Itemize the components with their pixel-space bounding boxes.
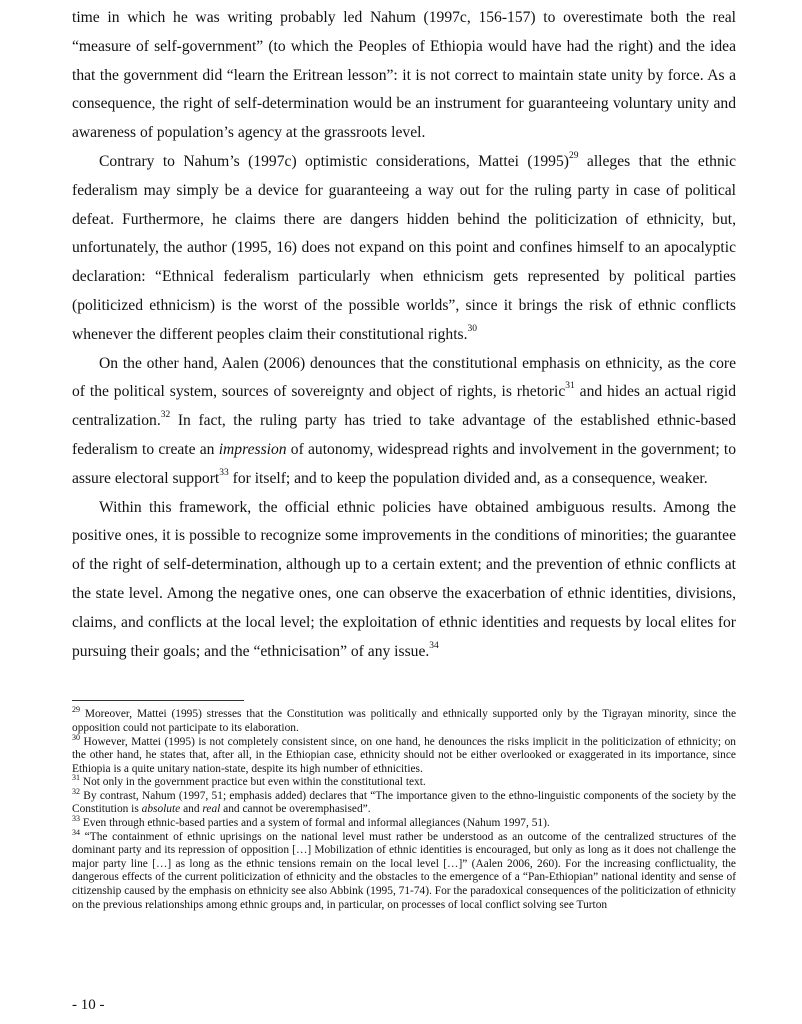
text-run: Contrary to Nahum’s (1997c) optimistic considerations, Mattei (1995) xyxy=(99,152,569,170)
text-run: and cannot be overemphasised”. xyxy=(220,803,371,816)
footnote-ref: 30 xyxy=(467,323,478,334)
footnote-ref: 34 xyxy=(429,640,439,651)
paragraph xyxy=(72,350,736,494)
footnote-ref: 33 xyxy=(72,814,80,824)
footnote-33 xyxy=(72,814,736,831)
text-run: Even through ethnic-based parties and a system of formal and informal allegiances (Nahum 1997, 51). xyxy=(80,817,550,830)
text-run: However, Mattei (1995) is not completely consistent since, on one hand, he denounces the risks implicit in the politicization of ethnicity; on the other hand, he states that, after all, in the Ethiopian case, ethnicity should not be either overlooked or exaggerated in its importance, since Ethiopia is a quite unitary nation-state, despite its high number of ethnicities. xyxy=(72,735,736,775)
emphasis-text: real xyxy=(202,803,221,816)
paragraph xyxy=(72,494,736,667)
emphasis-text: absolute xyxy=(141,803,181,816)
text-run: On the other hand, Aalen (2006) denounces that the constitutional emphasis on ethnicity, as the core of the political system, sources of sovereignty and object of rights, is rhetoric xyxy=(72,354,736,401)
footnote-ref: 29 xyxy=(568,150,579,161)
text-run: By contrast, Nahum (1997, 51; emphasis added) declares that “The importance given to the ethno-linguistic components of the society by the Constitution is xyxy=(72,789,736,816)
text-run: In fact, the ruling party has tried to take advantage of the established ethnic-based federalism to create an xyxy=(72,412,736,458)
text-run: alleges that the ethnic federalism may simply be a device for guaranteeing a way out for the ruling party in case of political defeat. Furthermore, he claims there are dangers hidden behind the politicization of ethnicity, but, unfortunately, the author (1995, 16) does not expand on this point and confines himself to an apocalyptic declaration: “Ethnical federalism particularly when ethnicism gets represented by political parties (politicized ethnicism) is the worst of the possible worlds”, since it brings the risk of ethnic conflicts whenever the different peoples claim their constitutional rights. xyxy=(72,152,736,343)
text-run: for itself; and to keep the population divided and, as a consequence, weaker. xyxy=(228,469,708,487)
text-run: “The containment of ethnic uprisings on the national level must rather be understood as an outcome of the centralized structures of the dominant party and its repression of opposition […] Mobilization of ethnic identities is encouraged, but only as long as it does not challenge the major party line […] as long as the ethnic tensions remain on the local level […]” (Aalen 2006, 260). For the increasing conflictuality, the dangerous effects of the current politicization of ethnicity and the obstacles to the emergence of a “Pan-Ethiopian” national identity and sense of citizenship caused by the emphasis on ethnicity see also Abbink (1995, 71-74). For the paradoxical consequences of the politicization of ethnicity on the previous relationships among ethnic groups and, in particular, on processes of local conflict solving see Turton xyxy=(72,830,736,911)
text-run: Within this framework, the official ethnic policies have obtained ambiguous results. Among the positive ones, it is possible to recognize some improvements in the conditions of minorities; the guarantee of the right of self-determination, although up to a certain extent; and the prevention of ethnic conflicts at the state level. Among the negative ones, one can observe the exacerbation of ethnic identities, divisions, claims, and conflicts at the local level; the exploitation of ethnic identities and requests by local elites for pursuing their goals; and the “ethnicisation” of any issue. xyxy=(72,498,736,660)
page-number: - 10 - xyxy=(72,997,105,1013)
text-run: of autonomy, widespread rights and involvement in the government; to assure electoral support xyxy=(72,440,736,487)
footnote-30 xyxy=(72,732,736,777)
footnote-ref: 32 xyxy=(160,410,171,421)
footnote-29 xyxy=(72,705,736,735)
text-run: and xyxy=(180,803,203,816)
text-run: Moreover, Mattei (1995) stresses that the Constitution was politically and ethnically supported only by the Tigrayan minority, since the opposition could not participate to its elaboration. xyxy=(72,708,736,734)
footnote-31 xyxy=(72,773,736,790)
emphasis-text: impression xyxy=(218,440,287,458)
text-run: and hides an actual rigid centralization. xyxy=(72,383,736,430)
paragraph xyxy=(72,148,736,350)
footnote-32 xyxy=(72,786,736,817)
footnote-ref: 31 xyxy=(72,773,80,783)
text-run: Not only in the government practice but even within the constitutional text. xyxy=(80,776,426,789)
document-page xyxy=(72,0,736,912)
footnote-ref: 33 xyxy=(219,467,229,478)
footnote-ref: 30 xyxy=(72,732,80,742)
footnote-ref: 31 xyxy=(565,381,575,392)
body-text xyxy=(72,4,736,666)
footnotes xyxy=(72,705,736,912)
footnote-separator xyxy=(72,700,244,701)
footnote-ref: 29 xyxy=(72,705,80,715)
footnote-ref: 32 xyxy=(72,786,80,796)
footnote-ref: 34 xyxy=(72,827,80,837)
footnote-34 xyxy=(72,827,736,913)
paragraph xyxy=(72,4,736,148)
text-run: time in which he was writing probably led Nahum (1997c, 156-157) to overestimate both the real “measure of self-government” (to which the Peoples of Ethiopia would have had the right) and the idea that the government did “learn the Eritrean lesson”: it is not correct to maintain state unity by force. As a consequence, the right of self-determination would be an instrument for guaranteeing voluntary unity and awareness of population’s agency at the grassroots level. xyxy=(72,9,736,142)
